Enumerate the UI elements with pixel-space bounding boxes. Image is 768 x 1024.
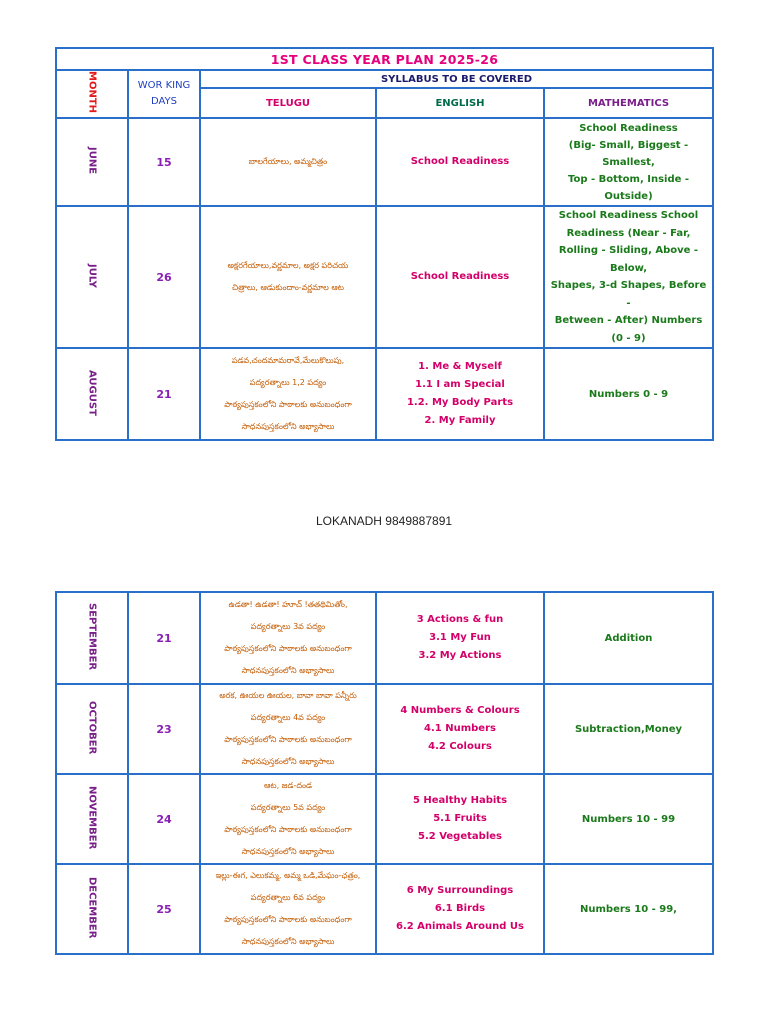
days-cell: 26 <box>128 206 200 348</box>
year-plan-table-1 <box>55 47 714 441</box>
days-cell: 24 <box>128 774 200 864</box>
math-cell: Numbers 10 - 99 <box>544 774 713 864</box>
math-cell: Addition <box>544 592 713 684</box>
table-row <box>56 774 713 864</box>
month-header: MONTH <box>56 70 128 118</box>
telugu-cell: అక్షరగేయాలు,వర్ణమాల, అక్షర పరిచయ చిత్రాలు, ఆడుకుందాం-వర్ణమాల ఆట <box>200 206 376 348</box>
telugu-cell: ఆట, జడ-దండ పద్యరత్నాలు 5వ పద్యం పాఠ్యపుస్తకంలోని పాఠాలకు అనుబంధంగా సాధనపుస్తకంలోని అభ్యాసాలు <box>200 774 376 864</box>
telugu-cell: పడవ,చందమామరావే,మేలుకొలుపు, పద్యరత్నాలు 1,2 పద్యం పాఠ్యపుస్తకంలోని పాఠాలకు అనుబంధంగా సాధనపుస్తకంలోని అభ్యాసాలు <box>200 348 376 440</box>
english-header: ENGLISH <box>376 88 544 118</box>
math-cell: School Readiness School Readiness (Near - Far, Rolling - Sliding, Above - Below, Shapes, 3-d Shapes, Before - Between - After) Numbers (0 - 9) <box>544 206 713 348</box>
month-cell: SEPTEMBER <box>56 592 128 684</box>
syllabus-header: SYLLABUS TO BE COVERED <box>200 70 713 88</box>
math-cell: Numbers 0 - 9 <box>544 348 713 440</box>
english-cell: School Readiness <box>376 118 544 206</box>
month-cell: JUNE <box>56 118 128 206</box>
english-cell: 3 Actions & fun 3.1 My Fun 3.2 My Actions <box>376 592 544 684</box>
working-days-header: WOR KING DAYS <box>128 70 200 118</box>
table-row <box>56 118 713 206</box>
telugu-cell: ఉడతా! ఉడతా! హూచ్ !తతథిమితోం, పద్యరత్నాలు 3వ పద్యం పాఠ్యపుస్తకంలోని పాఠాలకు అనుబంధంగా సాధనపుస్తకంలోని అభ్యాసాలు <box>200 592 376 684</box>
table-row <box>56 864 713 954</box>
month-cell: JULY <box>56 206 128 348</box>
month-cell: DECEMBER <box>56 864 128 954</box>
telugu-cell: ఇల్లు-ఈగ, ఎలుకమ్మ, అమ్మ ఒడి,మేఘం-ఛత్రం, పద్యరత్నాలు 6వ పద్యం పాఠ్యపుస్తకంలోని పాఠాలకు అనుబంధంగా సాధనపుస్తకంలోని అభ్యాసాలు <box>200 864 376 954</box>
days-cell: 21 <box>128 592 200 684</box>
days-cell: 23 <box>128 684 200 774</box>
table-row <box>56 348 713 440</box>
math-cell: School Readiness (Big- Small, Biggest - Smallest, Top - Bottom, Inside - Outside) <box>544 118 713 206</box>
plan-title: 1ST CLASS YEAR PLAN 2025-26 <box>56 48 713 70</box>
month-cell: NOVEMBER <box>56 774 128 864</box>
days-cell: 15 <box>128 118 200 206</box>
english-cell: 4 Numbers & Colours 4.1 Numbers 4.2 Colours <box>376 684 544 774</box>
math-cell: Numbers 10 - 99, <box>544 864 713 954</box>
year-plan-table-2 <box>55 591 714 955</box>
telugu-header: TELUGU <box>200 88 376 118</box>
english-cell: School Readiness <box>376 206 544 348</box>
telugu-cell: అరక, ఊయల ఊయల, బావా బావా పన్నీరు పద్యరత్నాలు 4వ పద్యం పాఠ్యపుస్తకంలోని పాఠాలకు అనుబంధంగా సాధనపుస్తకంలోని అభ్యాసాలు <box>200 684 376 774</box>
telugu-cell: బాలగేయాలు, అమ్మచిత్రం <box>200 118 376 206</box>
days-cell: 21 <box>128 348 200 440</box>
english-cell: 6 My Surroundings 6.1 Birds 6.2 Animals Around Us <box>376 864 544 954</box>
math-cell: Subtraction,Money <box>544 684 713 774</box>
table-row <box>56 206 713 348</box>
table-row <box>56 592 713 684</box>
days-cell: 25 <box>128 864 200 954</box>
english-cell: 5 Healthy Habits 5.1 Fruits 5.2 Vegetables <box>376 774 544 864</box>
english-cell: 1. Me & Myself 1.1 I am Special 1.2. My Body Parts 2. My Family <box>376 348 544 440</box>
month-cell: AUGUST <box>56 348 128 440</box>
footer-contact: LOKANADH 9849887891 <box>315 514 453 528</box>
table-row <box>56 684 713 774</box>
mathematics-header: MATHEMATICS <box>544 88 713 118</box>
month-cell: OCTOBER <box>56 684 128 774</box>
